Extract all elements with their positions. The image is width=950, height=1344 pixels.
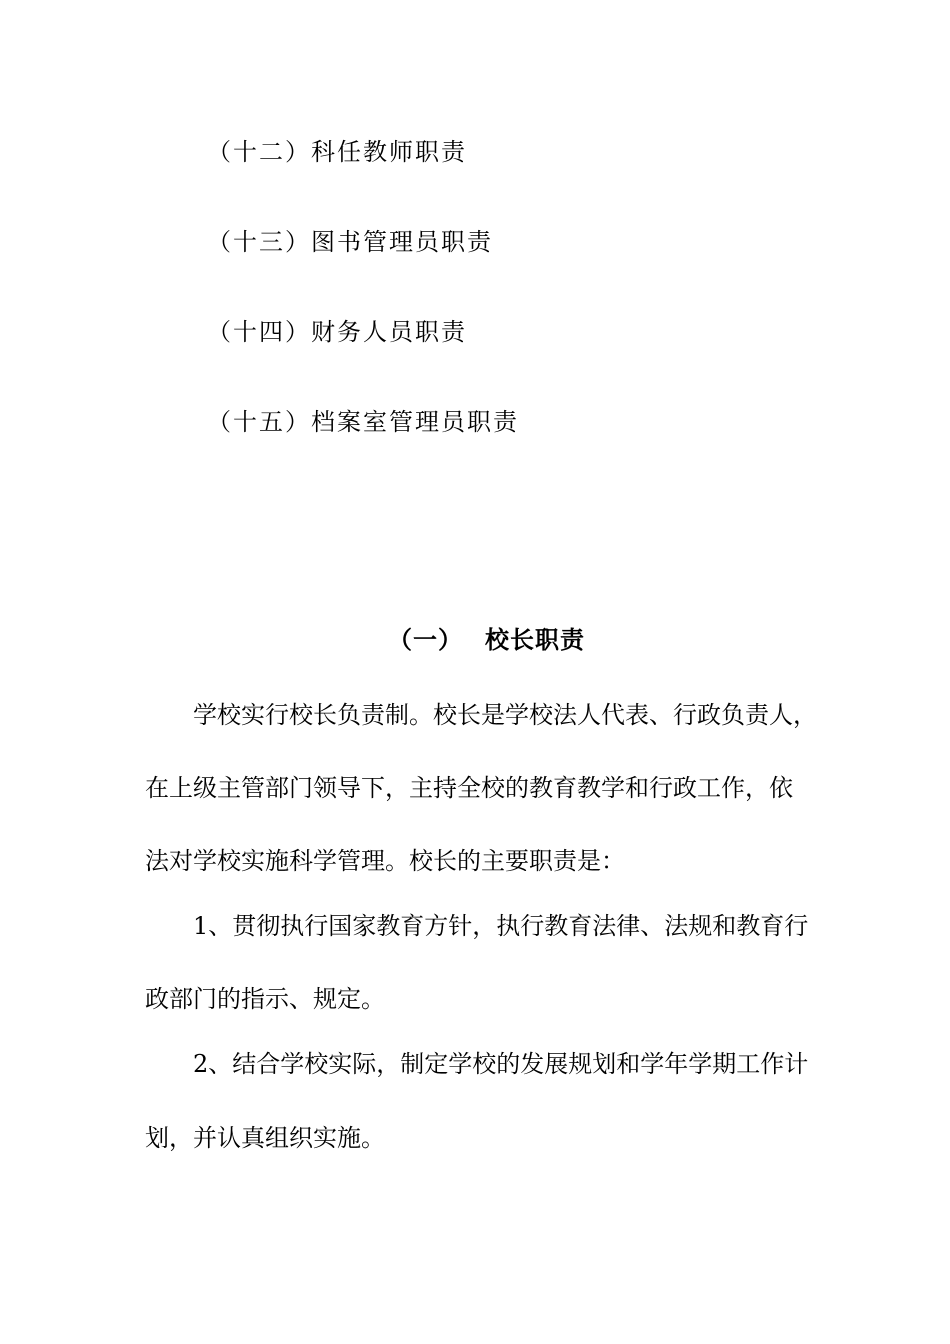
list-item-line: 2、结合学校实际，制定学校的发展规划和学年学期工作计 <box>193 1050 809 1078</box>
toc-item-14: （十四）财务人员职责 <box>207 318 467 346</box>
paragraph-line: 法对学校实施科学管理。校长的主要职责是： <box>145 847 625 875</box>
section-number: （一） <box>388 626 463 654</box>
list-item-line: 政部门的指示、规定。 <box>145 985 385 1013</box>
paragraph-line: 在上级主管部门领导下，主持全校的教育教学和行政工作，依 <box>145 774 793 802</box>
section-title: 校长职责 <box>485 626 585 654</box>
list-item-line: 1、贯彻执行国家教育方针，执行教育法律、法规和教育行 <box>193 912 809 940</box>
toc-item-12: （十二）科任教师职责 <box>207 138 467 166</box>
section-heading <box>388 624 585 656</box>
paragraph-line: 学校实行校长负责制。校长是学校法人代表、行政负责人， <box>193 701 817 729</box>
toc-item-15: （十五）档案室管理员职责 <box>207 408 519 436</box>
list-item-line: 划，并认真组织实施。 <box>145 1124 385 1152</box>
toc-item-13: （十三）图书管理员职责 <box>207 228 493 256</box>
